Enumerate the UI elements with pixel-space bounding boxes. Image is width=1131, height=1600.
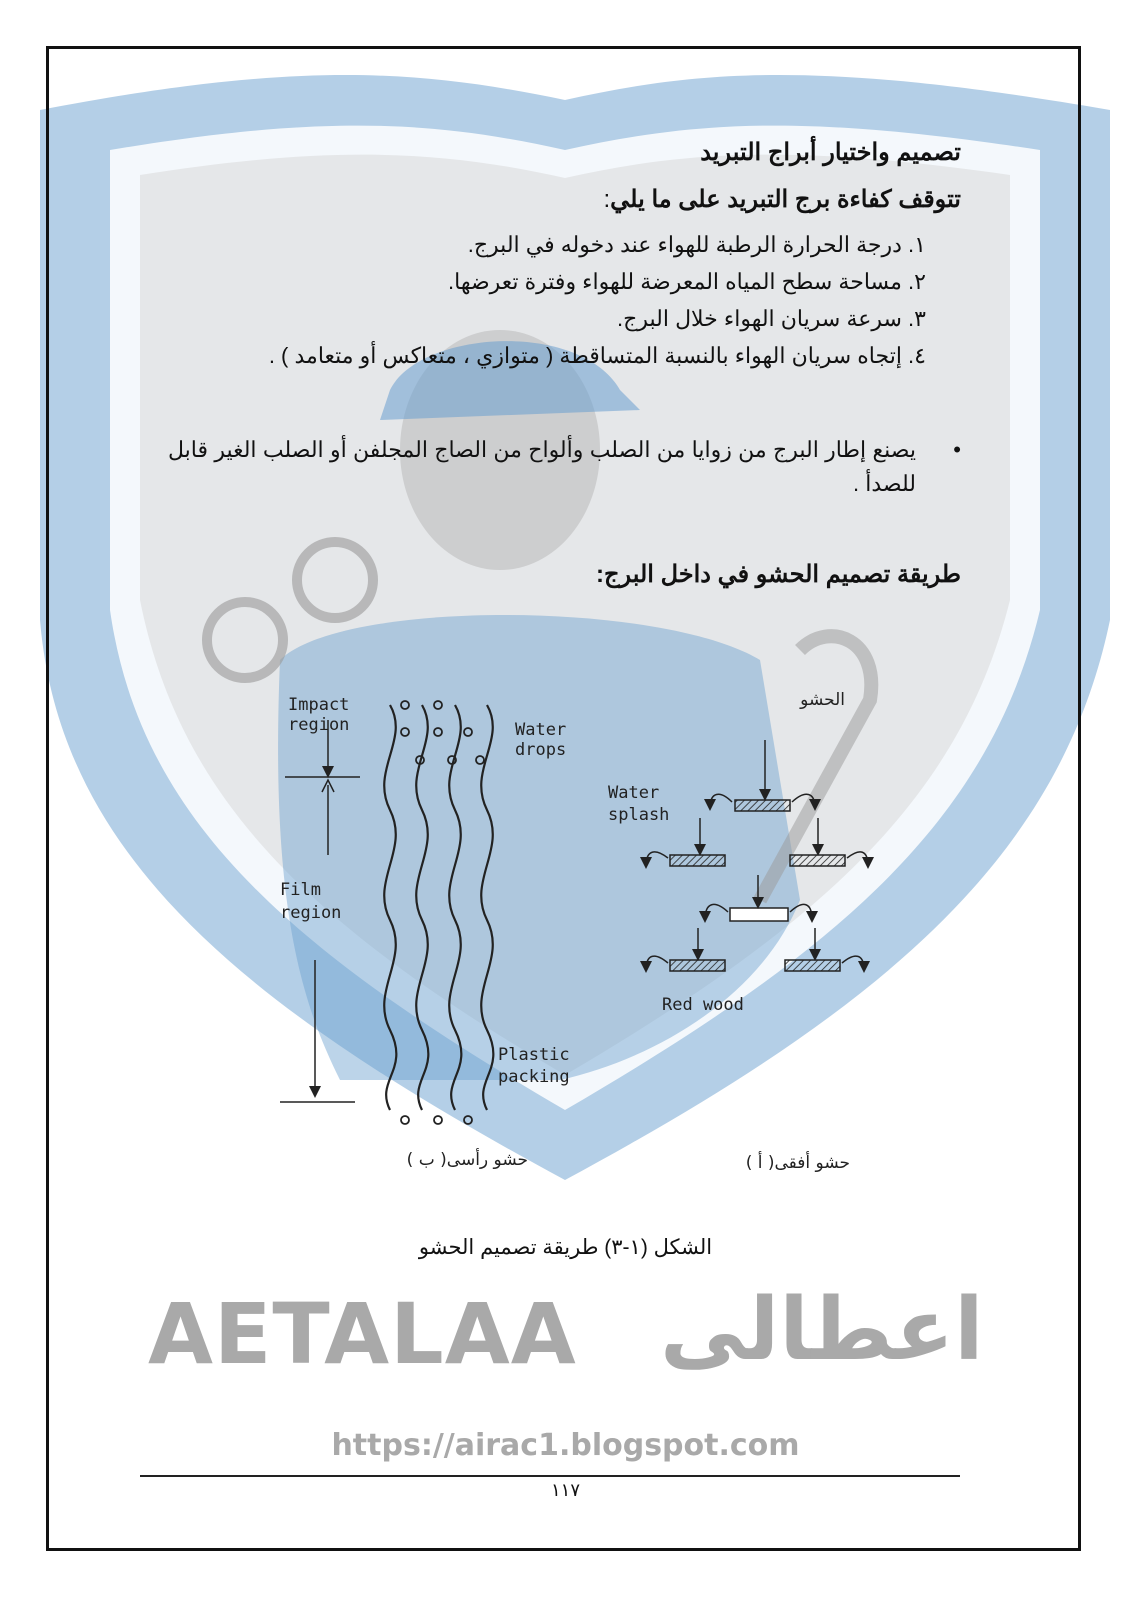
water-drops-label-2: drops [515,740,567,760]
water-splash-label: Water [608,783,660,803]
watermark-url: https://airac1.blogspot.com [331,1428,800,1463]
plastic-packing-label: Plastic [498,1045,570,1065]
film-region-label-2: region [280,903,342,923]
horizontal-packing-caption: ( أ )حشو أفقى [745,1153,850,1173]
subtitle-bold: تتوقف كفاءة برج التبريد على ما يلي [610,186,961,213]
list-item: ٤. إتجاه سريان الهواء بالنسبة المتساقطة ( متوازي ، متعاكس أو متعامد ) . [268,343,926,368]
bullet-paragraph [168,433,961,501]
impact-region-label-2: region [288,715,350,735]
section-heading: طريقة تصميم الحشو في داخل البرج: [595,561,961,588]
plastic-film-sheets [384,705,493,1110]
factors-list [269,230,926,378]
figure-caption: الشكل (١-٣) طريقة تصميم الحشو [418,1236,713,1259]
footer-divider [140,1475,960,1477]
water-splash-label-2: splash [608,805,670,825]
water-drops [401,701,484,1124]
list-item: ١. درجة الحرارة الرطبة للهواء عند دخوله في البرج. [467,232,926,257]
list-item: ٣. سرعة سريان الهواء خلال البرج. [617,306,926,331]
packing-diagram [270,680,890,1200]
subtitle [603,185,961,214]
page-title: تصميم واختيار أبراج التبريد [700,139,961,166]
packing-label-ar: الحشو [800,690,845,710]
water-drops-label: Water [515,720,567,740]
vertical-packing-caption: ( ب )حشو رأسى [406,1150,528,1170]
bullet-text: يصنع إطار البرج من زوايا من الصلب وألواح من الصاج المجلفن أو الصلب الغير قابل للصدأ . [168,437,916,496]
bullet-icon: • [953,437,961,462]
red-wood-label: Red wood [662,995,744,1015]
subtitle-colon: : [603,186,611,213]
list-item: ٢. مساحة سطح المياه المعرضة للهواء وفترة تعرضها. [448,269,926,294]
page-number: ١١٧ [550,1480,580,1501]
plastic-packing-label-2: packing [498,1067,570,1087]
film-region-label: Film [280,880,321,900]
watermark-brand-en: AETALAA [148,1285,577,1383]
watermark-brand-ar: اعطالى [660,1280,984,1380]
impact-region-label: Impact [288,695,350,715]
